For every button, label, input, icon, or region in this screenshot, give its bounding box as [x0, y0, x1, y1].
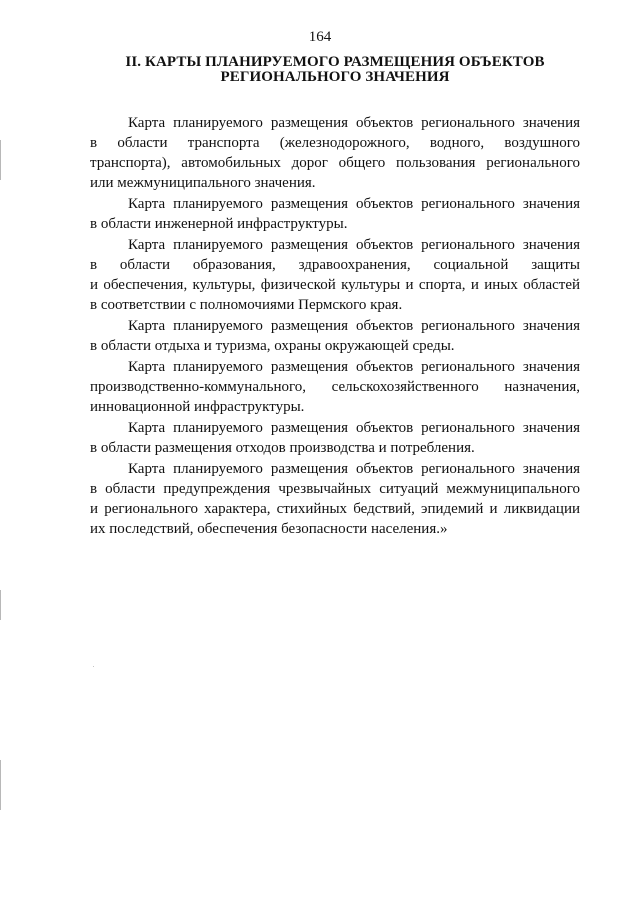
paragraph-transport [90, 113, 580, 193]
paragraph-tourism [90, 316, 580, 356]
text-line: Карта планируемого размещения объектов регионального значения [128, 237, 580, 253]
text-line: Карта планируемого размещения объектов регионального значения [128, 461, 580, 477]
paragraph-emergency [90, 459, 580, 539]
text-line: в области инженерной инфраструктуры. [90, 216, 348, 232]
text-line: в области размещения отходов производства и потребления. [90, 440, 475, 456]
paragraph-production [90, 357, 580, 417]
body-text [90, 113, 580, 540]
text-line: инновационной инфраструктуры. [90, 399, 305, 415]
section-heading-line: РЕГИОНАЛЬНОГО ЗНАЧЕНИЯ [220, 69, 450, 85]
paragraph-waste [90, 418, 580, 458]
section-heading [90, 55, 580, 85]
text-line: в области транспорта (железнодорожного, водного, воздушного [90, 135, 580, 151]
text-line: в области отдыха и туризма, охраны окружающей среды. [90, 338, 455, 354]
scan-edge-mark [0, 760, 1, 810]
section-heading-line: II. КАРТЫ ПЛАНИРУЕМОГО РАЗМЕЩЕНИЯ ОБЪЕКТОВ [125, 54, 545, 70]
text-line: Карта планируемого размещения объектов регионального значения [128, 420, 580, 436]
text-line: Карта планируемого размещения объектов регионального значения [128, 318, 580, 334]
text-line: Карта планируемого размещения объектов регионального значения [128, 196, 580, 212]
text-line: в области предупреждения чрезвычайных ситуаций межмуниципального [90, 481, 580, 497]
scan-edge-mark [0, 590, 1, 620]
scan-edge-mark [0, 140, 1, 180]
text-line: в области образования, здравоохранения, социальной защиты [90, 257, 580, 273]
text-line: и регионального характера, стихийных бедствий, эпидемий и ликвидации [90, 501, 580, 517]
text-line: производственно-коммунального, сельскохозяйственного назначения, [90, 379, 580, 395]
text-line: Карта планируемого размещения объектов регионального значения [128, 115, 580, 131]
text-line: их последствий, обеспечения безопасности населения.» [90, 521, 448, 537]
paragraph-engineering [90, 194, 580, 234]
text-line: Карта планируемого размещения объектов регионального значения [128, 359, 580, 375]
page-number: 164 [308, 29, 332, 45]
text-line: и обеспечения, культуры, физической культуры и спорта, и иных областей [90, 277, 580, 293]
paragraph-education [90, 235, 580, 315]
text-line: в соответствии с полномочиями Пермского края. [90, 297, 403, 313]
scan-dust-dot [93, 666, 94, 667]
text-line: транспорта), автомобильных дорог общего пользования регионального [90, 155, 580, 171]
text-line: или межмуниципального значения. [90, 175, 316, 191]
